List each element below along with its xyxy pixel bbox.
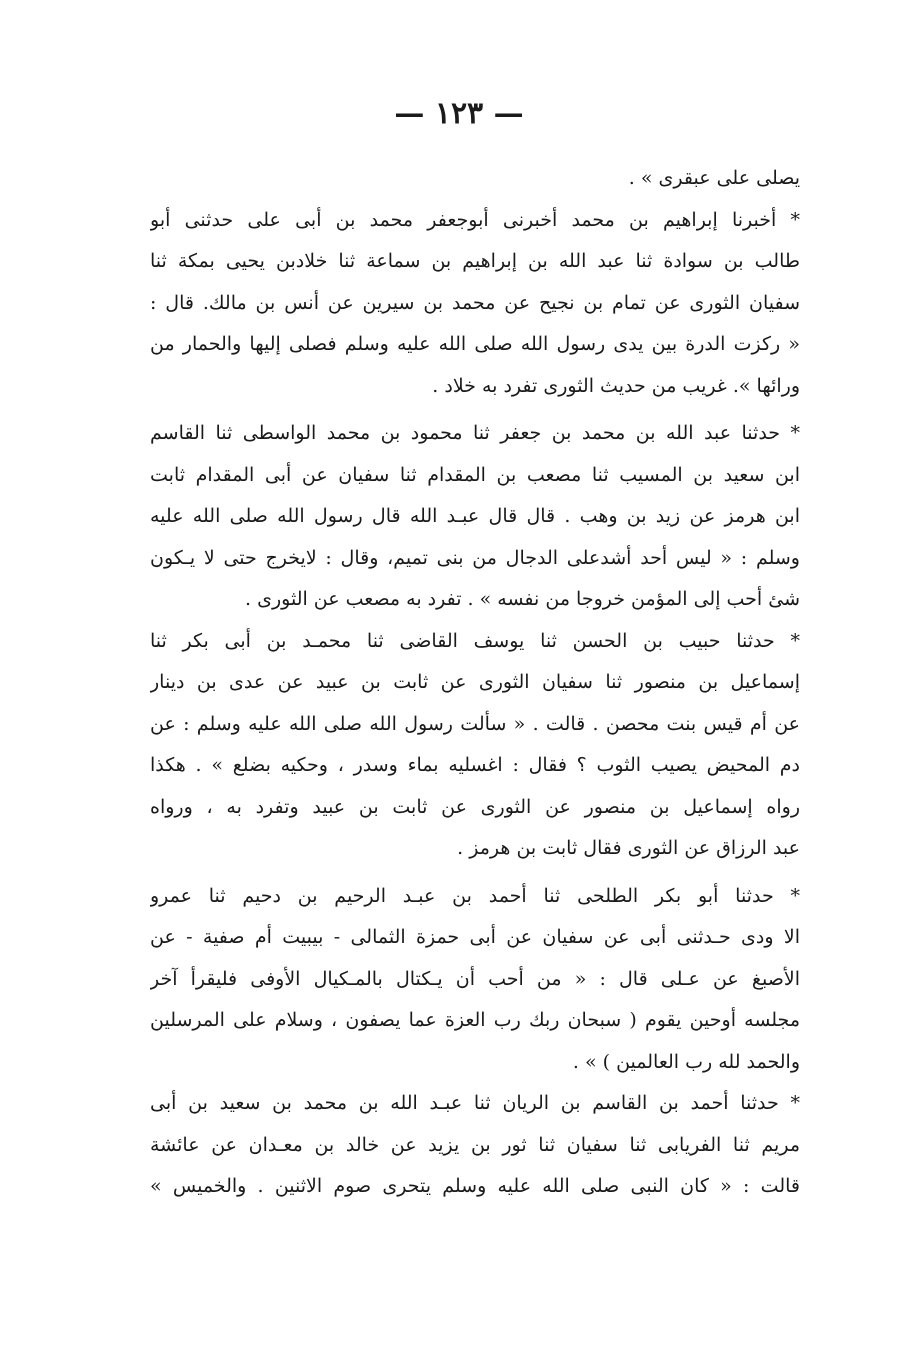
- text-line: الا ودى حـدثنى أبى عن سفيان عن أبى حمزة الثمالى - بيبيت أم صفية - عن: [150, 926, 800, 948]
- paragraph: [150, 876, 800, 1084]
- paragraph: [150, 413, 800, 621]
- text-line: * حدثنا حبيب بن الحسن ثنا يوسف القاضى ثنا محمـد بن أبى بكر ثنا: [150, 629, 800, 652]
- text-line: يصلى على عبقرى » .: [628, 167, 800, 189]
- text-line: وسلم : « ليس أحد أشدعلى الدجال من بنى تميم، وقال : لايخرج حتى لا يـكون: [150, 546, 800, 569]
- text-line: سفيان الثورى عن تمام بن نجيح عن محمد بن سيرين عن أنس بن مالك. قال :: [150, 291, 800, 314]
- text-line: * أخبرنا إبراهيم بن محمد أخبرنى أبوجعفر محمد بن أبى على حدثنى أبو: [150, 208, 800, 231]
- paragraph: [150, 621, 800, 870]
- text-line: مجلسه أوحين يقوم ( سبحان ربك رب العزة عما يصفون ، وسلام على المرسلين: [150, 1009, 800, 1031]
- text-line: شئ أحب إلى المؤمن خروجا من نفسه » . تفرد به مصعب عن الثورى .: [245, 588, 800, 610]
- page-body: [150, 158, 800, 1208]
- text-line: قالت : « كان النبى صلى الله عليه وسلم يتحرى صوم الاثنين . والخميس »: [150, 1175, 800, 1197]
- paragraph: [150, 158, 800, 200]
- text-line: ورائها ». غريب من حديث الثورى تفرد به خلاد .: [432, 374, 800, 397]
- text-line: الأصبغ عن عـلى قال : « من أحب أن يـكتال بالمـكيال الأوفى فليقرأ آخر: [150, 967, 800, 990]
- text-line: ابن سعيد بن المسيب ثنا مصعب بن المقدام ثنا سفيان عن أبى المقدام ثابت: [150, 463, 800, 486]
- text-line: دم المحيض يصيب الثوب ؟ فقال : اغسليه بماء وسدر ، وحكيه بضلع » . هكذا: [150, 754, 800, 776]
- text-line: عن أم قيس بنت محصن . قالت . « سألت رسول الله صلى الله عليه وسلم : عن: [150, 712, 800, 735]
- text-line: * حدثنا أبو بكر الطلحى ثنا أحمد بن عبـد الرحيم بن دحيم ثنا عمرو: [150, 884, 800, 907]
- text-line: مريم ثنا الفريابى ثنا سفيان ثنا ثور بن يزيد عن خالد بن معـدان عن عائشة: [150, 1133, 800, 1156]
- text-line: عبد الرزاق عن الثورى فقال ثابت بن هرمز .: [457, 837, 800, 859]
- text-line: * حدثنا عبد الله بن محمد بن جعفر ثنا محمود بن محمد الواسطى ثنا القاسم: [150, 422, 800, 444]
- text-line: « ركزت الدرة بين يدى رسول الله صلى الله عليه وسلم فصلى إليها والحمار من: [150, 333, 800, 355]
- text-line: والحمد لله رب العالمين ) » .: [572, 1050, 800, 1073]
- paragraph: [150, 200, 800, 408]
- page-number: — ١٢٣ —: [394, 96, 524, 131]
- text-line: * حدثنا أحمد بن القاسم بن الريان ثنا عبـد الله بن محمد بن سعيد بن أبى: [150, 1092, 800, 1114]
- text-line: ابن هرمز عن زيد بن وهب . قال قال عبـد الله قال رسول الله صلى الله عليه: [150, 505, 800, 527]
- text-line: رواه إسماعيل بن منصور عن الثورى عن ثابت بن عبيد وتفرد به ، ورواه: [150, 795, 800, 818]
- text-line: إسماعيل بن منصور ثنا سفيان الثورى عن ثابت بن عبيد عن عدى بن دينار: [150, 671, 800, 693]
- text-line: طالب بن سوادة ثنا عبد الله بن إبراهيم بن سماعة ثنا خلادبن يحيى بمكة ثنا: [150, 250, 800, 272]
- paragraph: [150, 1083, 800, 1208]
